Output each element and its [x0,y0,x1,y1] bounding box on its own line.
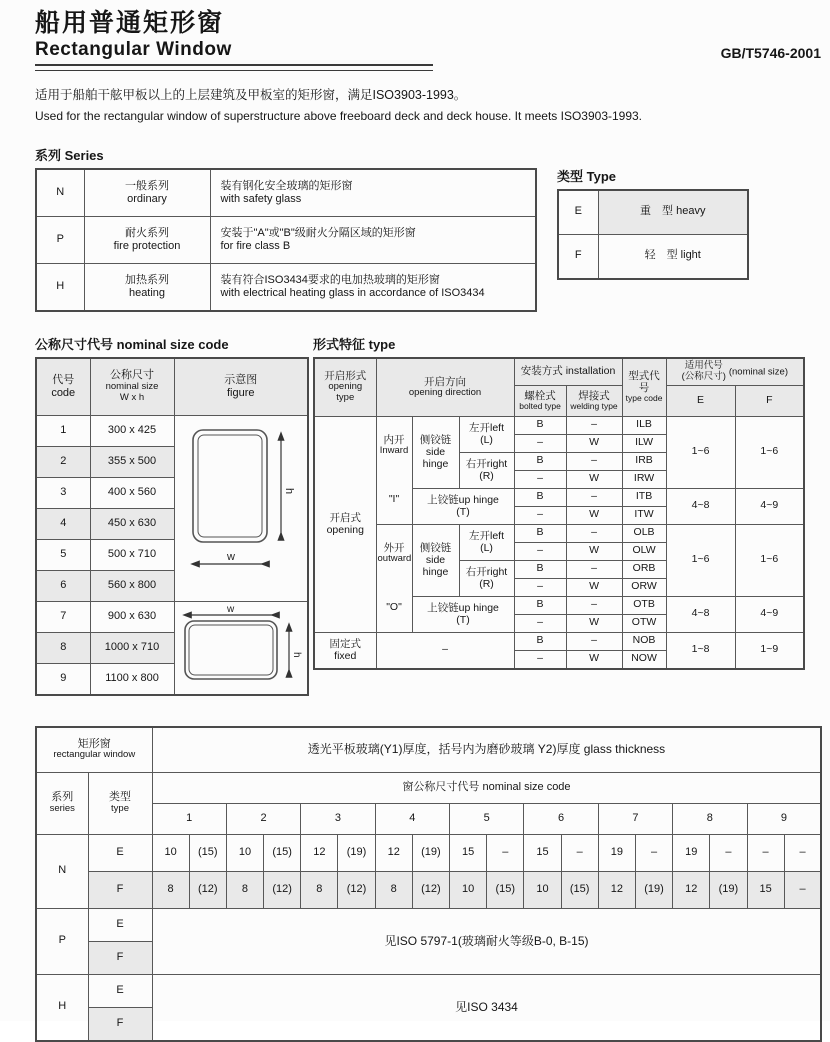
welding-value: W [566,434,622,452]
welding-value: W [566,578,622,596]
series-h: H [36,974,88,1041]
type-code-value: IRW [622,470,666,488]
size-value: 1000 x 710 [90,632,174,663]
range-e: 1~8 [666,632,735,669]
size-code: 5 [36,539,90,570]
size-code-label: 公称尺寸代号 nominal size code [35,336,229,352]
col-header-code: 代号 code [36,358,90,416]
type-e: E [88,834,152,871]
welding-value: – [566,596,622,614]
range-f: 1~9 [735,632,804,669]
title-block [35,10,433,71]
thickness-value: 15 [524,834,561,871]
size-code-col: 7 [598,803,672,834]
series-name: 耐火系列 fire protection [84,216,210,263]
thickness-value: (12) [264,871,301,908]
type-code-value: IRB [622,452,666,470]
series-type-section [35,145,821,312]
range-f: 4~9 [735,596,804,632]
table-header-row [36,358,308,416]
bolted-value: – [514,542,566,560]
thickness-value: 12 [598,871,635,908]
size-value: 560 x 800 [90,570,174,601]
header-glass-thickness: 透光平板玻璃(Y1)厚度，括号内为磨砂玻璃 Y2)厚度 glass thickness [152,727,821,773]
thickness-value: (19) [635,871,672,908]
type-name: 重 型 heavy [598,190,748,235]
size-value: 1100 x 800 [90,663,174,695]
figure-landscape-cell [174,601,308,695]
intro-paragraph [35,85,821,123]
thickness-value: (12) [189,871,226,908]
col-header-size: 公称尺寸 nominal size W x h [90,358,174,416]
size-code: 2 [36,446,90,477]
size-code-col: 4 [375,803,449,834]
col-header-e: E [666,385,735,416]
thickness-value: 10 [226,834,263,871]
bolted-value: – [514,506,566,524]
size-code: 3 [36,477,90,508]
bolted-value: B [514,596,566,614]
table-row [36,169,536,217]
range-e: 1~6 [666,524,735,596]
size-code-col: 9 [747,803,821,834]
size-value: 500 x 710 [90,539,174,570]
thickness-value: – [561,834,598,871]
type-code-value: OLW [622,542,666,560]
size-code: 9 [36,663,90,695]
bolted-value: B [514,560,566,578]
welding-value: W [566,506,622,524]
thickness-value: – [784,834,821,871]
side-hinge-label: 侧铰链 side hinge [412,416,459,488]
series-desc: 装有钢化安全玻璃的矩形窗 with safety glass [210,169,536,217]
figure-portrait-cell [174,415,308,601]
size-value: 450 x 630 [90,508,174,539]
thickness-value: – [635,834,672,871]
col-header-bolted: 螺栓式 bolted type [514,385,566,416]
thickness-value: 12 [375,834,412,871]
thickness-value: (19) [338,834,375,871]
type-label: 类型 Type [557,168,616,184]
right-open-label: 右开right (R) [459,560,514,596]
range-e: 1~6 [666,416,735,488]
col-header-type-code: 型式代号 type code [622,358,666,417]
thickness-value: – [784,871,821,908]
table-row [36,601,308,632]
table-row [558,234,748,279]
thickness-value: – [710,834,747,871]
type-e: E [88,974,152,1007]
type-code: F [558,234,598,279]
bolted-value: – [514,614,566,632]
header-nominal-size-code: 窗公称尺寸代号 nominal size code [152,772,821,803]
welding-value: – [566,632,622,650]
welding-value: – [566,416,622,434]
table-row [314,632,804,650]
dimension-w-label: w [226,550,235,563]
thickness-value: 19 [673,834,710,871]
opening-group-label: 开启式 opening [314,416,376,632]
size-code: 1 [36,415,90,446]
series-table [35,168,537,312]
h-series-note: 见ISO 3434 [152,974,821,1041]
series-code: N [36,169,84,217]
size-code-col: 8 [673,803,747,834]
range-f: 1~6 [735,524,804,596]
feature-block [313,334,805,670]
type-table [557,189,749,280]
window-figure-landscape-icon [177,605,307,685]
standard-number: GB/T5746-2001 [720,44,821,61]
type-code-value: OTB [622,596,666,614]
thickness-value: (12) [412,871,449,908]
thickness-value: 10 [524,871,561,908]
bolted-value: B [514,632,566,650]
thickness-value: (19) [710,871,747,908]
feature-table [313,357,805,670]
size-value: 300 x 425 [90,415,174,446]
size-value: 400 x 560 [90,477,174,508]
series-name: 加热系列 heating [84,263,210,311]
bolted-value: – [514,434,566,452]
type-code-value: ITB [622,488,666,506]
welding-value: W [566,650,622,669]
page-header [35,10,821,71]
dimension-w-label: w [226,604,234,616]
thickness-value: 19 [598,834,635,871]
right-open-label: 右开right (R) [459,452,514,488]
dimension-h-label: h [282,487,295,494]
thickness-value: 15 [450,834,487,871]
table-row [36,974,821,1007]
bolted-value: B [514,488,566,506]
table-row [314,416,804,434]
series-p: P [36,908,88,974]
fixed-group-label: 固定式 fixed [314,632,376,669]
page-title-en: Rectangular Window [35,38,232,60]
type-code: E [558,190,598,235]
size-code-col: 1 [152,803,226,834]
col-header-applicable: 适用代号 (公称尺寸) (nominal size) [666,358,804,386]
size-code: 4 [36,508,90,539]
welding-value: – [566,452,622,470]
table-header-row [314,358,804,386]
bolted-value: B [514,416,566,434]
type-code-value: ORB [622,560,666,578]
bolted-value: – [514,470,566,488]
thickness-value: 8 [375,871,412,908]
type-f: F [88,871,152,908]
size-code-col: 5 [450,803,524,834]
col-header-welding: 焊接式 welding type [566,385,622,416]
size-value: 900 x 630 [90,601,174,632]
type-code-value: NOB [622,632,666,650]
series-desc: 安装于"A"或"B"级耐火分隔区域的矩形窗 for fire class B [210,216,536,263]
col-header-opening-type: 开启形式 opening type [314,358,376,417]
type-code-value: NOW [622,650,666,669]
title-underline [35,64,433,71]
welding-value: – [566,560,622,578]
series-n: N [36,834,88,908]
welding-value: – [566,488,622,506]
type-block [557,166,749,312]
col-header-f: F [735,385,804,416]
intro-text-cn: 适用于船舶干舷甲板以上的上层建筑及甲板室的矩形窗，满足ISO3903-1993。 [35,87,467,102]
outward-label: 外开 outward "O" [376,524,412,632]
left-open-label: 左开left (L) [459,416,514,452]
type-code-value: ITW [622,506,666,524]
thickness-value: (15) [189,834,226,871]
table-row [36,415,308,446]
table-row [36,834,821,871]
welding-value: W [566,470,622,488]
thickness-value: (15) [487,871,524,908]
fixed-direction-cell: – [376,632,514,669]
intro-text-en: Used for the rectangular window of superstructure above freeboard deck and deck house. It meets ISO3903-1993. [35,108,643,123]
type-code-value: OTW [622,614,666,632]
size-code: 6 [36,570,90,601]
size-code: 8 [36,632,90,663]
table-header-row [36,772,821,803]
range-f: 1~6 [735,416,804,488]
glass-thickness-table [35,726,822,1042]
table-row [36,871,821,908]
series-code: H [36,263,84,311]
up-hinge-label: 上铰链up hinge (T) [412,596,514,632]
thickness-value: 8 [152,871,189,908]
size-code: 7 [36,601,90,632]
welding-value: W [566,614,622,632]
thickness-value: 10 [152,834,189,871]
series-label: 系列 Series [35,147,104,163]
thickness-value: – [747,834,784,871]
type-code-value: ORW [622,578,666,596]
header-type: 类型 type [88,772,152,834]
welding-value: – [566,524,622,542]
size-value: 355 x 500 [90,446,174,477]
table-row [36,908,821,941]
up-hinge-label: 上铰链up hinge (T) [412,488,514,524]
type-code-value: ILW [622,434,666,452]
thickness-value: 8 [226,871,263,908]
side-hinge-label: 侧铰链 side hinge [412,524,459,596]
size-code-block [35,334,309,696]
type-f: F [88,941,152,974]
type-code-value: ILB [622,416,666,434]
table-row [314,524,804,542]
bolted-value: B [514,524,566,542]
size-code-col: 2 [226,803,300,834]
glass-thickness-section [35,726,821,1042]
window-figure-portrait-icon [177,424,307,588]
table-row [36,263,536,311]
table-header-row [36,727,821,773]
col-header-installation: 安装方式 installation [514,358,622,386]
col-header-opening-direction: 开启方向 opening direction [376,358,514,417]
thickness-value: 12 [673,871,710,908]
range-e: 4~8 [666,488,735,524]
thickness-value: (12) [338,871,375,908]
thickness-value: 12 [301,834,338,871]
thickness-value: 15 [747,871,784,908]
table-row [36,216,536,263]
dimension-h-label: h [290,652,302,658]
header-series: 系列 series [36,772,88,834]
range-e: 4~8 [666,596,735,632]
thickness-value: – [487,834,524,871]
thickness-value: 10 [450,871,487,908]
col-header-figure: 示意图 figure [174,358,308,416]
series-name: 一般系列 ordinary [84,169,210,217]
series-desc: 装有符合ISO3434要求的电加热玻璃的矩形窗 with electrical heating glass in accordance of ISO3434 [210,263,536,311]
p-series-note: 见ISO 5797-1(玻璃耐火等级B-0, B-15) [152,908,821,974]
type-e: E [88,908,152,941]
type-name: 轻 型 light [598,234,748,279]
series-code: P [36,216,84,263]
size-code-col: 6 [524,803,598,834]
inward-label: 内开 Inward "I" [376,416,412,524]
page-title-cn: 船用普通矩形窗 [35,9,225,37]
type-code-value: OLB [622,524,666,542]
bolted-value: B [514,452,566,470]
size-code-col: 3 [301,803,375,834]
type-f: F [88,1007,152,1041]
left-open-label: 左开left (L) [459,524,514,560]
table-row [558,190,748,235]
size-feature-section [35,334,821,696]
bolted-value: – [514,650,566,669]
welding-value: W [566,542,622,560]
header-rect-window: 矩形窗 rectangular window [36,727,152,773]
series-block [35,145,537,312]
thickness-value: (15) [264,834,301,871]
thickness-value: 8 [301,871,338,908]
table-header-row [36,803,821,834]
size-code-table [35,357,309,696]
thickness-value: (19) [412,834,449,871]
feature-label: 形式特征 type [313,336,396,352]
thickness-value: (15) [561,871,598,908]
bolted-value: – [514,578,566,596]
range-f: 4~9 [735,488,804,524]
